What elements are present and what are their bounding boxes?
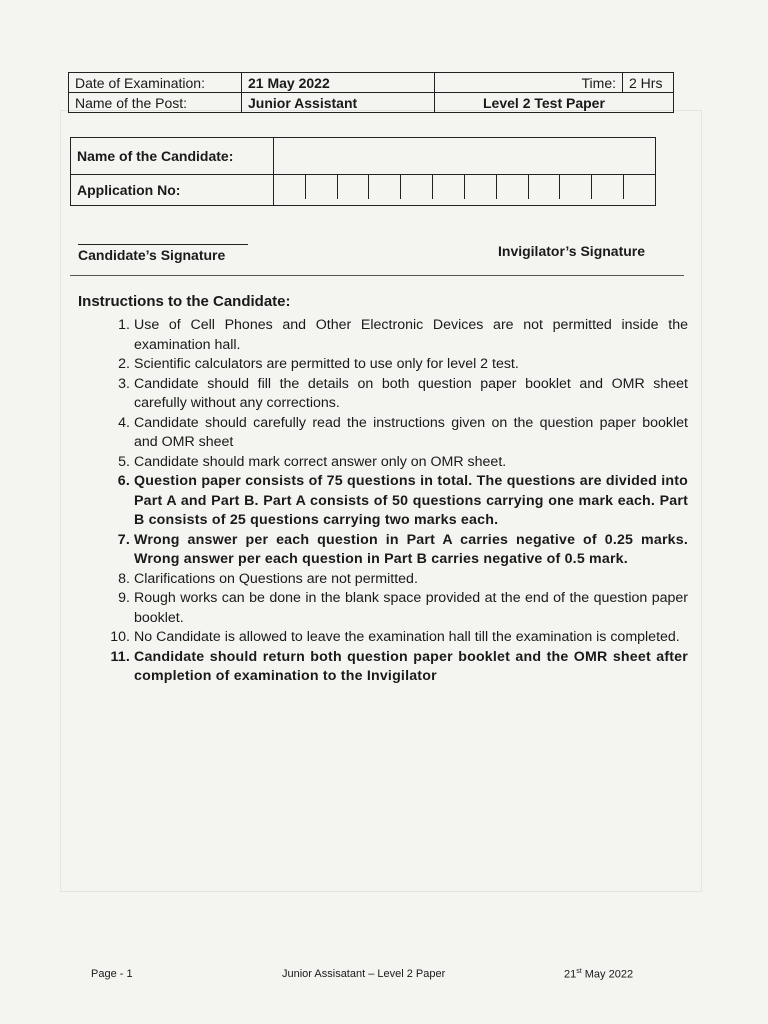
footer-date: 21st May 2022 — [564, 968, 634, 981]
post-label: Name of the Post: — [69, 93, 242, 113]
footer-title: Junior Assisatant – Level 2 Paper — [282, 968, 446, 980]
instruction-item: 11. Candidate should return both question paper booklet and the OMR sheet after completion of examination to the Invigilator — [110, 648, 688, 684]
candidate-details-table — [70, 137, 656, 206]
candidate-signature-line — [78, 244, 248, 245]
instruction-item: 8. Clarifications on Questions are not permitted. — [118, 570, 418, 587]
instruction-item: 2. Scientific calculators are permitted to use only for level 2 test. — [118, 356, 519, 372]
time-label: Time: — [435, 73, 623, 93]
application-no-field[interactable] — [274, 175, 656, 206]
divider-line — [70, 275, 684, 276]
footer-page-number: Page - 1 — [91, 968, 133, 980]
date-label: Date of Examination: — [69, 73, 242, 93]
instruction-item: 4. Candidate should carefully read the instructions given on the question paper booklet and OMR sheet — [118, 414, 688, 450]
candidate-name-field[interactable] — [274, 138, 656, 175]
application-no-boxes — [274, 175, 655, 205]
instruction-item: 9. Rough works can be done in the blank space provided at the end of the question paper booklet. — [118, 590, 688, 626]
instruction-item: 6. Question paper consists of 75 questions in total. The questions are divided into Part A and Part B. Part A consists of 50 questions carrying one mark each. Part B consists of 25 questions carrying two marks each. — [117, 473, 688, 528]
post-value: Junior Assistant — [242, 93, 435, 113]
instruction-item: 10. No Candidate is allowed to leave the examination hall till the examination is completed. — [110, 629, 680, 645]
instructions-title: Instructions to the Candidate: — [78, 293, 291, 310]
instruction-item: 1. Use of Cell Phones and Other Electronic Devices are not permitted inside the examination hall. — [118, 317, 688, 353]
application-no-label: Application No: — [71, 175, 274, 206]
exam-header-table — [68, 72, 674, 113]
instruction-item: 3. Candidate should fill the details on both question paper booklet and OMR sheet carefully without any corrections. — [118, 375, 688, 411]
paper-level: Level 2 Test Paper — [435, 93, 674, 113]
time-value: 2 Hrs — [623, 73, 674, 93]
candidate-name-label: Name of the Candidate: — [71, 138, 274, 175]
instructions-list — [100, 316, 688, 687]
date-value: 21 May 2022 — [242, 73, 435, 93]
instruction-item: 7. Wrong answer per each question in Part A carries negative of 0.25 marks. Wrong answer per each question in Part B carries negative of 0.5 mark. — [117, 531, 688, 567]
candidate-signature-label: Candidate’s Signature — [78, 247, 226, 263]
invigilator-signature-label: Invigilator’s Signature — [498, 243, 646, 259]
instruction-item: 5. Candidate should mark correct answer only on OMR sheet. — [118, 453, 507, 470]
